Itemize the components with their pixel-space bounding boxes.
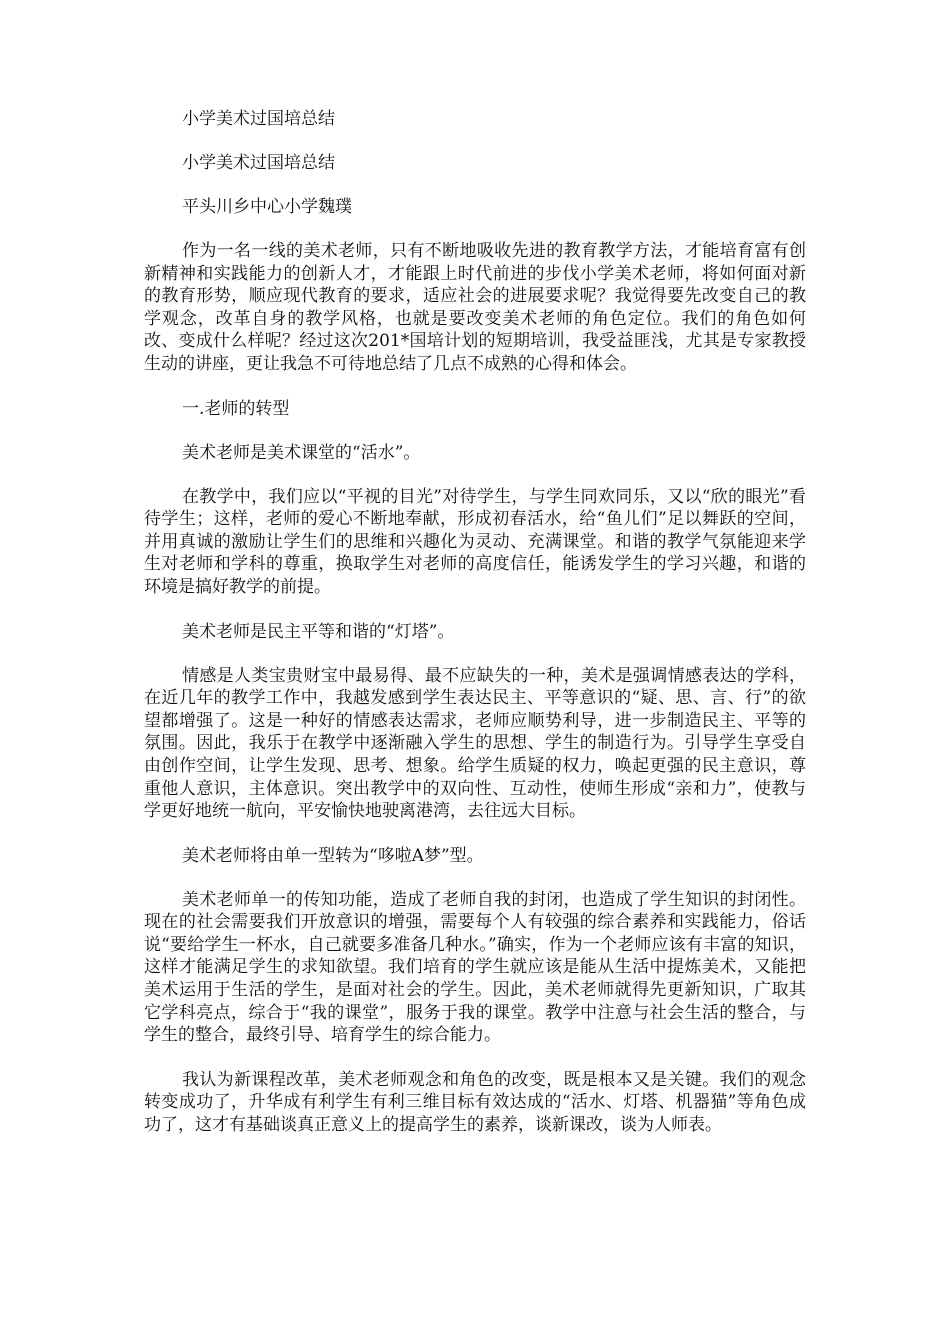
intro-paragraph: 作为一名一线的美术老师，只有不断地吸收先进的教育教学方法，才能培育富有创新精神和实践能力的创新人才，才能跟上时代前进的步伐小学美术老师，将如何面对新的教育形势，顺应现代教育的要求，适应社会的进展要求呢？我觉得要先改变自己的教学观念，改革自身的教学风格，也就是要改变美术老师的角色定位。我们的角色如何改、变成什么样呢？经过这次201*国培计划的短期培训，我受益匪浅，尤其是专家教授生动的讲座，更让我急不可待地总结了几点不成熟的心得和体会。 (144, 241, 806, 374)
conclusion-paragraph: 我认为新课程改革，美术老师观念和角色的改变，既是根本又是关键。我们的观念转变成功了，升华成有利学生有利三维目标有效达成的“活水、灯塔、机器猫”等角色成功了，这才有基础谈真正意义上的提高学生的素养，谈新课改，谈为人师表。 (144, 1069, 806, 1136)
section-heading: 一.老师的转型 (182, 398, 290, 419)
body-paragraph: 情感是人类宝贵财宝中最易得、最不应缺失的一种，美术是强调情感表达的学科，在近几年的教学工作中，我越发感到学生表达民主、平等意识的“疑、思、言、行”的欲望都增强了。这是一种好的情感表达需求，老师应顺势利导，进一步制造民主、平等的氛围。因此，我乐于在教学中逐渐融入学生的思想、学生的制造行为。引导学生享受自由创作空间，让学生发现、思考、想象。给学生质疑的权力，唤起更强的民主意识，尊重他人意识，主体意识。突出教学中的双向性、互动性，使师生形成“亲和力”，使教与学更好地统一航向，平安愉快地驶离港湾，去往远大目标。 (144, 665, 806, 822)
body-paragraph: 在教学中，我们应以“平视的目光”对待学生，与学生同欢同乐，又以“欣的眼光”看待学生；这样，老师的爱心不断地奉献，形成初春活水，给“鱼儿们”足以舞跃的空间，并用真诚的激励让学生们的思维和兴趣化为灵动、充满课堂。和谐的教学气氛能迎来学生对老师和学科的尊重，换取学生对老师的高度信任，能诱发学生的学习兴趣，和谐的环境是搞好教学的前提。 (144, 486, 806, 597)
point-heading: 美术老师是美术课堂的“活水”。 (182, 442, 421, 463)
document-author: 平头川乡中心小学魏璞 (182, 197, 352, 217)
point-heading: 美术老师是民主平等和谐的“灯塔”。 (182, 621, 455, 642)
document-title: 小学美术过国培总结 (182, 109, 335, 129)
point-heading: 美术老师将由单一型转为“哆啦A梦”型。 (182, 845, 484, 866)
body-paragraph: 美术老师单一的传知功能，造成了老师自我的封闭，也造成了学生知识的封闭性。现在的社会需要我们开放意识的增强，需要每个人有较强的综合素养和实践能力，俗话说“要给学生一杯水，自己就要多准备几种水。”确实，作为一个老师应该有丰富的知识，这样才能满足学生的求知欲望。我们培育的学生就应该是能从生活中提炼美术，又能把美术运用于生活的学生，是面对社会的学生。因此，美术老师就得先更新知识，广取其它学科亮点，综合于“我的课堂”，服务于我的课堂。教学中注意与社会生活的整合，与学生的整合，最终引导、培育学生的综合能力。 (144, 889, 806, 1046)
document-subtitle: 小学美术过国培总结 (182, 153, 335, 173)
document-page (144, 108, 806, 1137)
